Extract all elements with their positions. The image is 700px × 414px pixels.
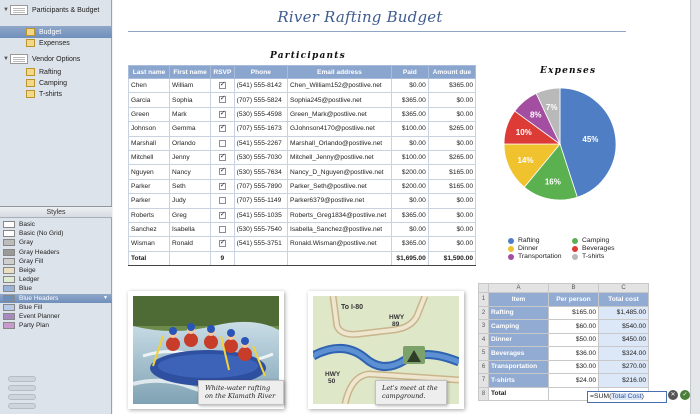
style-menu-icon[interactable]: ▼ [103,295,108,302]
table-cell[interactable]: $0.00 [428,136,475,150]
participants-caption: Participants [270,51,346,61]
column-header[interactable]: Email address [288,66,392,79]
legend-swatch [572,238,578,244]
sidebar-sheet-item[interactable] [0,51,112,67]
table-cell[interactable]: Green [129,107,170,121]
table-cell[interactable]: $450.00 [599,333,649,347]
style-swatch-icon [3,249,15,256]
style-label: Gray Fill [19,257,44,265]
table-cell[interactable]: $165.00 [428,165,475,179]
style-item[interactable] [0,303,112,312]
styles-header: Styles [0,207,112,218]
table-cell[interactable]: Dinner [489,333,549,347]
pie-label: 45% [582,135,599,145]
table-cell[interactable]: $100.00 [391,150,428,164]
sidebar-sheet-item[interactable] [0,2,112,18]
title-divider [128,31,626,32]
table-row[interactable] [129,165,476,179]
legend-item [508,245,538,252]
expenses-table[interactable] [478,283,649,401]
table-row[interactable] [129,79,476,93]
column-header[interactable]: Last name [129,66,170,79]
column-header[interactable]: Item [489,293,549,307]
style-label: Event Planner [19,313,60,320]
legend-label: Beverages [582,245,615,252]
legend-swatch [508,254,514,260]
table-cell[interactable]: Roberts [129,208,170,222]
rsvp-cell[interactable] [211,107,235,121]
table-cell[interactable]: Garcia [129,93,170,107]
row-number[interactable]: 1 [479,293,489,307]
table-row[interactable] [479,374,649,388]
table-cell[interactable]: Sophia245@postlive.net [288,93,392,107]
table-cell[interactable]: $30.00 [549,360,599,374]
table-cell[interactable]: Roberts_Greg1834@postlive.net [288,208,392,222]
rsvp-checkbox[interactable] [219,240,226,247]
table-row[interactable] [129,150,476,164]
table-cell[interactable]: Ronald.Wisman@postlive.net [288,237,392,251]
table-cell[interactable]: GJohnson4170@postlive.net [288,122,392,136]
column-header[interactable]: RSVP [211,66,235,79]
legend-swatch [508,238,514,244]
total-cell[interactable] [288,251,392,265]
style-label: Gray [19,239,34,247]
pie-label: 16% [544,177,561,187]
rsvp-checkbox[interactable] [219,197,226,204]
total-cell[interactable]: $1,695.00 [391,251,428,265]
table-cell[interactable]: $0.00 [428,107,475,121]
style-swatch-icon [3,230,15,237]
row-number[interactable]: 8 [479,387,489,401]
row-number[interactable]: 6 [479,360,489,374]
rsvp-checkbox[interactable] [219,226,226,233]
table-cell[interactable]: $324.00 [599,347,649,361]
table-cell[interactable]: Ronald [170,237,211,251]
table-cell[interactable]: $0.00 [391,79,428,93]
grid-corner[interactable] [479,284,489,293]
table-cell[interactable]: Wisman [129,237,170,251]
rsvp-checkbox[interactable] [219,168,226,175]
sidebar-table-item[interactable] [0,37,112,49]
disclosure-triangle-icon[interactable]: ▼ [3,56,9,62]
vertical-scrollbar[interactable] [690,0,700,414]
table-row[interactable] [129,208,476,222]
style-swatch-icon [3,221,15,228]
table-cell[interactable]: Rafting [489,306,549,320]
column-letter[interactable]: C [599,284,649,293]
style-label: Basic (No Grid) [19,230,64,238]
table-cell[interactable]: (707) 555-7890 [234,179,287,193]
table-icon [26,90,35,98]
row-number[interactable]: 5 [479,347,489,361]
table-icon [26,28,35,36]
formula-accept-icon[interactable]: ✓ [680,390,690,400]
sidebar [0,0,112,414]
table-cell[interactable]: Parker_Seth@postlive.net [288,179,392,193]
table-cell[interactable]: Johnson [129,122,170,136]
participants-table[interactable] [128,65,476,266]
table-cell[interactable]: Jenny [170,150,211,164]
sheet-icon [10,54,28,64]
table-cell[interactable]: Nancy [170,165,211,179]
pie-label: 14% [517,156,534,166]
sidebar-button-2[interactable] [8,385,36,391]
table-icon [26,39,35,47]
table-row[interactable] [129,93,476,107]
rsvp-cell[interactable] [211,237,235,251]
page-title: River Rafting Budget [277,8,443,26]
table-cell[interactable]: $200.00 [391,179,428,193]
style-item[interactable] [0,321,112,330]
pie-label: 8% [529,110,542,120]
rsvp-checkbox[interactable] [219,183,226,190]
rsvp-checkbox[interactable] [219,140,226,147]
table-row[interactable] [479,360,649,374]
pie-label: 10% [515,128,532,138]
table-cell[interactable]: Orlando [170,136,211,150]
rsvp-checkbox[interactable] [219,96,226,103]
total-cell[interactable]: 9 [211,251,235,265]
formula-reference: Total Cost [611,393,642,400]
map-label-hwy50: HWY 50 [325,371,341,385]
table-cell[interactable]: (707) 555-5824 [234,93,287,107]
style-swatch-icon [3,267,15,274]
legend-label: Transportation [518,253,562,260]
table-cell[interactable]: $365.00 [391,208,428,222]
column-header[interactable]: Phone [234,66,287,79]
style-label: Blue [19,285,33,293]
table-cell[interactable]: Seth [170,179,211,193]
sidebar-button-3[interactable] [8,394,36,400]
table-cell[interactable]: $60.00 [549,320,599,334]
style-item[interactable] [0,284,112,293]
table-cell[interactable]: $0.00 [391,136,428,150]
table-row[interactable] [129,222,476,236]
expenses-chart-title: Expenses [540,66,597,76]
table-cell[interactable]: (707) 555-1673 [234,122,287,136]
style-swatch-icon [3,276,15,283]
table-cell[interactable]: Nancy_D_Nguyen@postlive.net [288,165,392,179]
table-cell[interactable]: Sophia [170,93,211,107]
table-cell[interactable]: $270.00 [599,360,649,374]
table-row[interactable] [129,237,476,251]
table-row[interactable] [129,179,476,193]
sheet-icon [10,5,28,15]
table-row[interactable] [479,333,649,347]
total-row[interactable] [129,251,476,265]
rsvp-checkbox[interactable] [219,82,226,89]
rsvp-checkbox[interactable] [219,154,226,161]
table-row[interactable] [479,306,649,320]
legend-label: Dinner [518,245,539,252]
table-cell[interactable]: (541) 555-2267 [234,136,287,150]
table-cell[interactable]: (541) 555-1035 [234,208,287,222]
expenses-pie-chart[interactable] [500,84,620,204]
table-row[interactable] [129,122,476,136]
table-cell[interactable]: $365.00 [428,79,475,93]
style-item[interactable] [0,294,112,303]
table-cell[interactable]: Isabella_Sanchez@postlive.net [288,222,392,236]
table-cell[interactable]: $265.00 [428,122,475,136]
table-cell[interactable]: Mitchell_Jenny@postlive.net [288,150,392,164]
rsvp-cell[interactable] [211,165,235,179]
table-cell[interactable]: (541) 555-3751 [234,237,287,251]
sidebar-item-label: Participants & Budget [32,6,100,14]
table-cell[interactable]: $265.00 [428,150,475,164]
style-item[interactable] [0,266,112,275]
table-cell[interactable]: $0.00 [428,208,475,222]
table-cell[interactable]: (530) 555-7634 [234,165,287,179]
table-cell[interactable]: $36.00 [549,347,599,361]
style-swatch-icon [3,285,15,292]
total-cell[interactable] [170,251,211,265]
sidebar-item-label: Rafting [39,68,62,76]
column-letter[interactable]: B [549,284,599,293]
table-cell[interactable]: Beverages [489,347,549,361]
rsvp-checkbox[interactable] [219,125,226,132]
table-cell[interactable]: T-shirts [489,374,549,388]
table-cell[interactable]: Sanchez [129,222,170,236]
legend-item [508,237,540,244]
map-label-hwy89: HWY 89 [389,314,405,328]
rsvp-checkbox[interactable] [219,212,226,219]
column-header[interactable]: Per person [549,293,599,307]
style-item[interactable] [0,312,112,321]
style-label: Blue Fill [19,303,43,311]
rsvp-cell[interactable] [211,93,235,107]
style-label: Basic [19,221,35,228]
rsvp-cell[interactable] [211,194,235,208]
formula-cancel-icon[interactable]: ✕ [668,390,678,400]
table-row[interactable] [129,107,476,121]
formula-editor[interactable]: =SUM(Total Cost) [587,391,667,403]
table-cell[interactable]: $50.00 [549,333,599,347]
table-cell[interactable]: $540.00 [599,320,649,334]
style-swatch-icon [3,258,15,265]
table-cell[interactable]: Parker [129,179,170,193]
table-cell[interactable]: $0.00 [428,93,475,107]
table-cell[interactable]: $216.00 [599,374,649,388]
row-number[interactable]: 7 [479,374,489,388]
table-cell[interactable]: Chen [129,79,170,93]
map-caption: Let's meet at the campground. [375,380,447,405]
table-cell[interactable]: Chen_William152@postlive.net [288,79,392,93]
sidebar-button-1[interactable] [8,376,36,382]
table-icon [26,79,35,87]
column-header[interactable]: Total cost [599,293,649,307]
legend-item [572,245,615,252]
style-swatch-icon [3,322,15,329]
total-label[interactable]: Total [489,387,549,401]
table-cell[interactable]: (530) 555-4598 [234,107,287,121]
column-letter[interactable]: A [489,284,549,293]
column-header[interactable]: Paid [391,66,428,79]
table-cell[interactable]: (530) 555-7540 [234,222,287,236]
table-cell[interactable]: Transportation [489,360,549,374]
table-cell[interactable]: $0.00 [428,194,475,208]
table-cell[interactable]: (541) 555-8142 [234,79,287,93]
table-icon [26,68,35,76]
map-label-i80: To I-80 [341,304,364,311]
table-cell[interactable]: Marshall_Orlando@postlive.net [288,136,392,150]
table-cell[interactable]: $165.00 [549,306,599,320]
table-cell[interactable]: Green_Mark@postlive.net [288,107,392,121]
table-cell[interactable]: Judy [170,194,211,208]
table-cell[interactable]: $0.00 [391,194,428,208]
style-swatch-icon [3,239,15,246]
total-cell[interactable] [234,251,287,265]
table-cell[interactable]: (707) 555-1149 [234,194,287,208]
table-cell[interactable]: Isabella [170,222,211,236]
sidebar-item-label: Budget [39,28,62,36]
legend-item [572,253,604,260]
table-cell[interactable]: $0.00 [428,222,475,236]
style-label: Beige [19,267,36,274]
row-number[interactable]: 4 [479,333,489,347]
style-swatch-icon [3,304,15,311]
style-item[interactable] [0,238,112,247]
table-row[interactable] [479,320,649,334]
table-cell[interactable]: $165.00 [428,179,475,193]
style-item[interactable] [0,220,112,229]
table-cell[interactable]: $24.00 [549,374,599,388]
column-header[interactable]: Amount due [428,66,475,79]
sidebar-item-label: T-shirts [39,90,62,98]
legend-label: T-shirts [582,253,605,260]
style-item[interactable] [0,257,112,266]
legend-item [508,253,562,260]
style-item[interactable] [0,275,112,284]
rsvp-checkbox[interactable] [219,111,226,118]
row-number[interactable]: 2 [479,306,489,320]
rsvp-cell[interactable] [211,150,235,164]
table-row[interactable] [129,136,476,150]
style-swatch-icon [3,295,15,302]
sidebar-item-label: Camping [39,79,68,87]
legend-label: Rafting [518,237,540,244]
style-label: Gray Headers [19,248,60,256]
table-row[interactable] [479,347,649,361]
total-cell[interactable]: Total [129,251,170,265]
table-cell[interactable]: Gemma [170,122,211,136]
table-cell[interactable]: Mark [170,107,211,121]
table-cell[interactable]: $0.00 [391,222,428,236]
table-row[interactable] [129,194,476,208]
table-cell[interactable]: Nguyen [129,165,170,179]
column-header[interactable]: First name [170,66,211,79]
legend-item [572,237,609,244]
style-item[interactable] [0,248,112,257]
table-cell[interactable]: Greg [170,208,211,222]
pie-label: 7% [545,102,558,112]
table-cell[interactable]: $365.00 [391,93,428,107]
legend-swatch [572,254,578,260]
legend-label: Camping [582,237,610,244]
table-cell[interactable]: $365.00 [391,237,428,251]
style-label: Party Plan [19,322,49,330]
table-cell[interactable]: $200.00 [391,165,428,179]
table-cell[interactable]: (530) 555-7030 [234,150,287,164]
rsvp-cell[interactable] [211,122,235,136]
rsvp-cell[interactable] [211,222,235,236]
sidebar-button-4[interactable] [8,403,36,409]
sidebar-item-label: Vendor Options [32,55,81,63]
rsvp-cell[interactable] [211,179,235,193]
table-cell[interactable]: $1,485.00 [599,306,649,320]
table-cell[interactable]: Parker [129,194,170,208]
rsvp-cell[interactable] [211,208,235,222]
table-cell[interactable]: $0.00 [428,237,475,251]
table-cell[interactable]: Parker6379@postlive.net [288,194,392,208]
table-cell[interactable]: $100.00 [391,122,428,136]
table-cell[interactable]: William [170,79,211,93]
total-cell[interactable]: $1,590.00 [428,251,475,265]
photo-caption: White-water rafting on the Klamath River [198,380,284,405]
legend-swatch [508,246,514,252]
style-swatch-icon [3,313,15,320]
rsvp-cell[interactable] [211,79,235,93]
table-cell[interactable]: $365.00 [391,107,428,121]
disclosure-triangle-icon[interactable]: ▼ [3,7,9,13]
style-label: Blue Headers [19,294,59,302]
legend-swatch [572,246,578,252]
sidebar-table-item[interactable] [0,88,112,100]
rsvp-cell[interactable] [211,136,235,150]
table-cell[interactable]: Camping [489,320,549,334]
style-item[interactable] [0,229,112,238]
style-label: Ledger [19,276,40,284]
table-cell[interactable]: Marshall [129,136,170,150]
row-number[interactable]: 3 [479,320,489,334]
table-cell[interactable]: Mitchell [129,150,170,164]
sidebar-item-label: Expenses [39,39,70,47]
